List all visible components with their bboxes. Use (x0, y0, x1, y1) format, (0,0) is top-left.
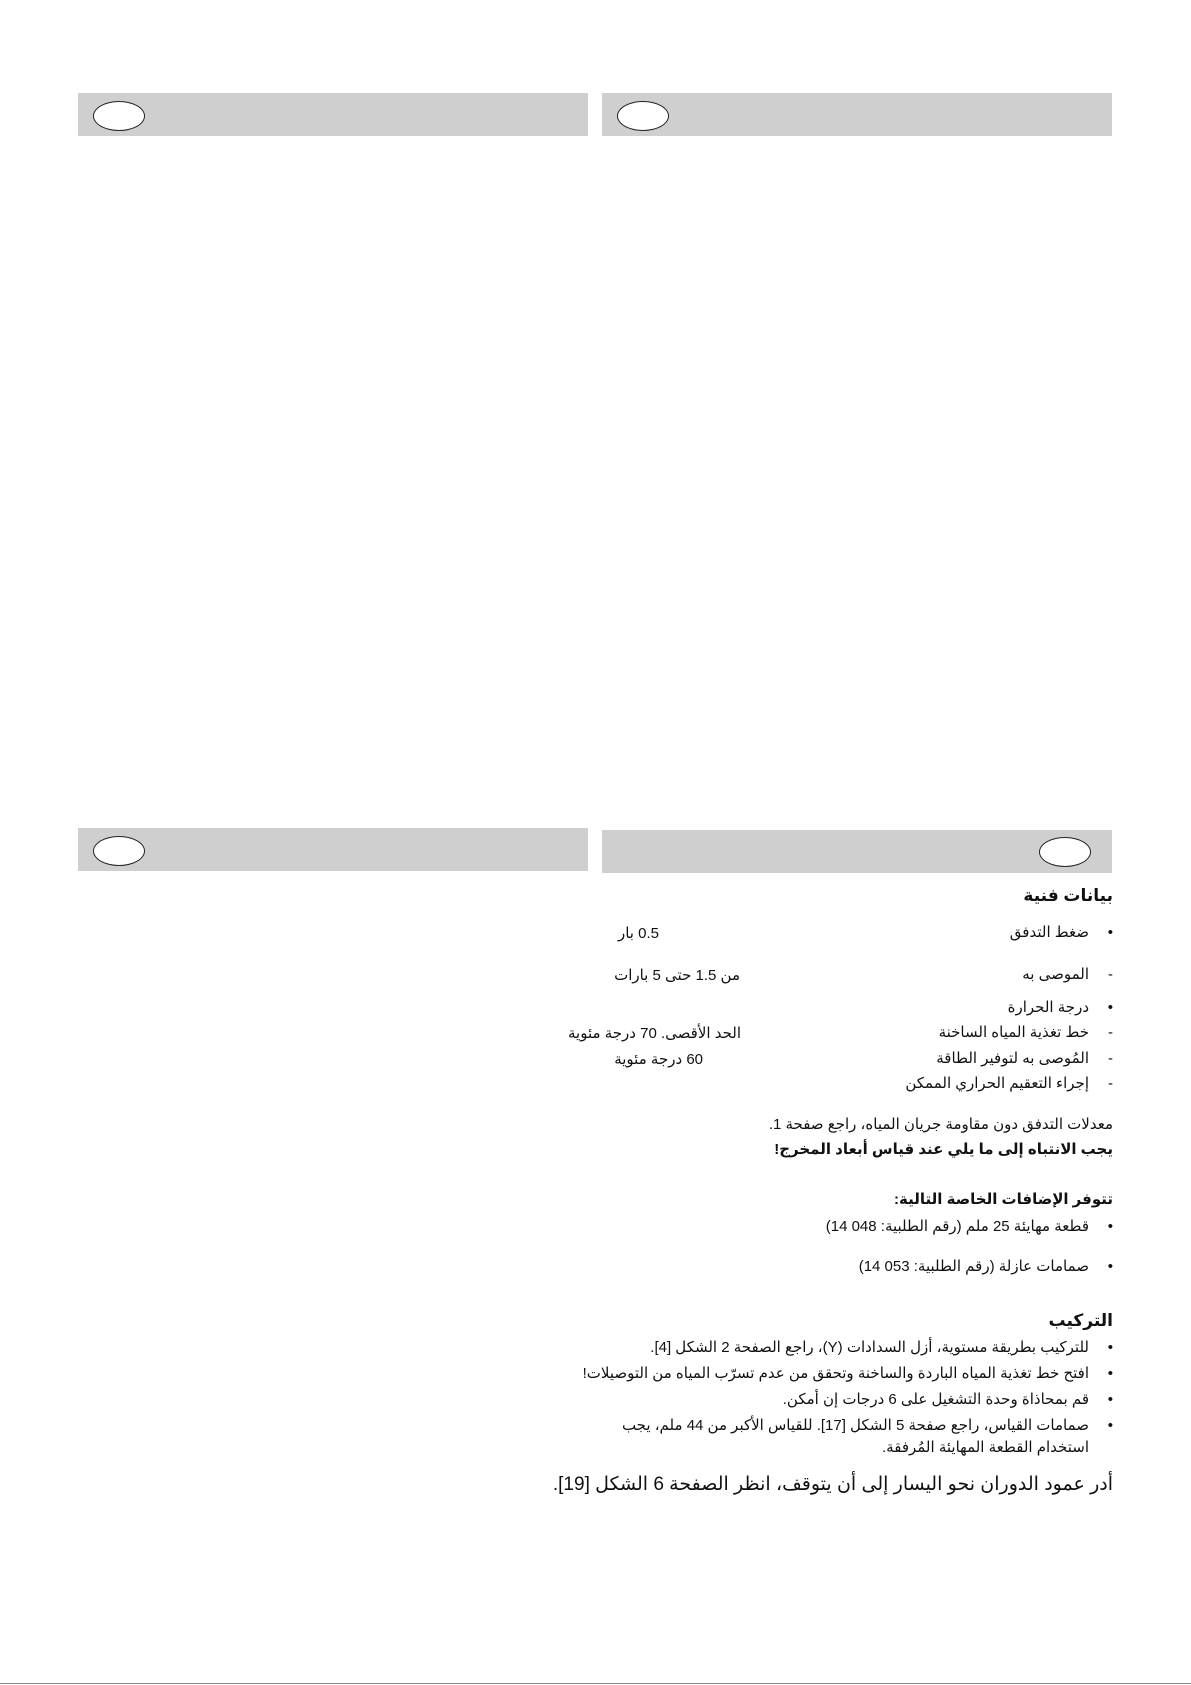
energy-saving-label: - المُوصى به لتوفير الطاقة (936, 1050, 1113, 1068)
installation-step: • افتح خط تغذية المياه الباردة والساخنة وتحقق من عدم تسرّب المياه من التوصيلات! (583, 1365, 1113, 1383)
outlet-dimension-warning: يجب الانتباه إلى ما يلي عند قياس أبعاد المخرج! (774, 1141, 1113, 1158)
section-header-top-left (78, 93, 588, 136)
thermal-disinfection-label: - إجراء التعقيم الحراري الممكن (905, 1075, 1113, 1093)
section-header-bottom-left (78, 828, 588, 871)
recommended-value: من 1.5 حتى 5 بارات (614, 967, 740, 984)
installation-step: • صمامات القياس، راجع صفحة 5 الشكل [17]. للقياس الأكبر من 44 ملم، يجب (622, 1417, 1113, 1435)
accessory-item: • قطعة مهايئة 25 ملم (رقم الطلبية: 048 14) (826, 1218, 1113, 1236)
language-oval-badge (93, 101, 145, 131)
hot-supply-max: الحد الأقصى. 70 درجة مئوية (568, 1025, 741, 1042)
page-bottom-rule (0, 1683, 1191, 1684)
recommended-label: - الموصى به (1022, 966, 1113, 984)
accessory-item: • صمامات عازلة (رقم الطلبية: 053 14) (859, 1258, 1113, 1276)
section-header-top-right (602, 93, 1112, 136)
language-oval-badge (93, 836, 145, 866)
accessories-title: تتوفر الإضافات الخاصة التالية: (894, 1191, 1113, 1208)
language-oval-badge (617, 101, 669, 131)
temperature-label: • درجة الحرارة (1008, 999, 1113, 1017)
installation-final-step: أدر عمود الدوران نحو اليسار إلى أن يتوقف، انظر الصفحة 6 الشكل [19]. (552, 1474, 1113, 1495)
installation-step-continuation: استخدام القطعة المهايئة المُرفقة. (882, 1439, 1089, 1456)
installation-title: التركيب (1048, 1311, 1113, 1330)
energy-saving-value: 60 درجة مئوية (614, 1051, 703, 1068)
installation-step: • للتركيب بطريقة مستوية، أزل السدادات (Y)، راجع الصفحة 2 الشكل [4]. (650, 1339, 1113, 1357)
technical-data-title: بيانات فنية (1023, 886, 1113, 905)
flow-rates-note: معدلات التدفق دون مقاومة جريان المياه، راجع صفحة 1. (768, 1116, 1113, 1133)
flow-pressure-label: • ضغط التدفق (1010, 924, 1113, 942)
installation-step: • قم بمحاذاة وحدة التشغيل على 6 درجات إن أمكن. (783, 1391, 1113, 1409)
language-oval-badge (1039, 837, 1091, 867)
flow-pressure-value: 0.5 بار (617, 925, 659, 942)
section-header-bottom-right (602, 830, 1112, 873)
hot-supply-label: - خط تغذية المياه الساخنة (939, 1024, 1113, 1042)
